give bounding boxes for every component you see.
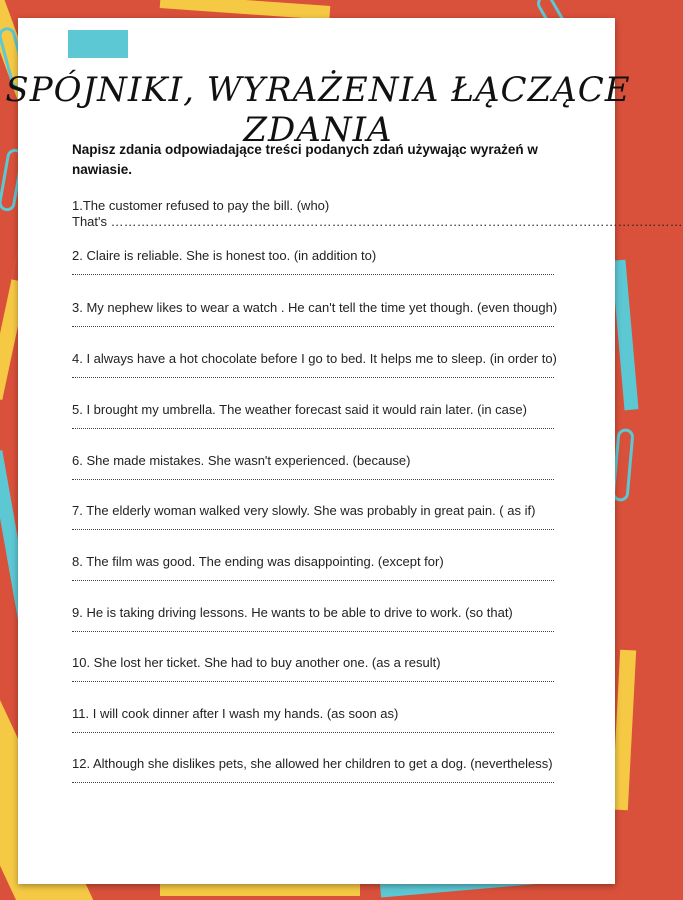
exercise-prompt: 2. Claire is reliable. She is honest too. (in addition to) [72, 248, 377, 263]
binder-clip-icon [68, 30, 128, 58]
answer-line[interactable] [72, 722, 554, 733]
exercise-item-8 [72, 554, 562, 581]
exercise-item-4 [72, 351, 562, 378]
exercise-prompt: 7. The elderly woman walked very slowly. She was probably in great pain. ( as if) [72, 503, 536, 518]
answer-line[interactable] [72, 418, 554, 429]
answer-line[interactable] [72, 316, 554, 327]
answer-line[interactable] [72, 570, 554, 581]
exercise-prompt: 9. He is taking driving lessons. He wants to be able to drive to work. (so that) [72, 605, 513, 620]
page-title: SPÓJNIKI, WYRAŻENIA ŁĄCZĄCE ZDANIA [5, 70, 631, 150]
exercise-item-11 [72, 706, 562, 733]
answer-line[interactable] [72, 264, 554, 275]
exercise-prompt: 12. Although she dislikes pets, she allowed her children to get a dog. (nevertheless) [72, 756, 553, 771]
exercise-prompt: 8. The film was good. The ending was disappointing. (except for) [72, 554, 444, 569]
exercise-prompt: 3. My nephew likes to wear a watch . He can't tell the time yet though. (even though) [72, 300, 558, 315]
exercise-item-12 [72, 756, 562, 783]
exercise-prompt: 5. I brought my umbrella. The weather forecast said it would rain later. (in case) [72, 402, 527, 417]
answer-line[interactable] [72, 367, 554, 378]
exercise-item-3 [72, 300, 562, 327]
instructions: Napisz zdania odpowiadające treści podanych zdań używając wyrażeń w nawiasie. [72, 142, 538, 177]
exercise-prompt: 6. She made mistakes. She wasn't experienced. (because) [72, 453, 411, 468]
answer-line[interactable] [72, 519, 554, 530]
exercise-item-10 [72, 655, 562, 682]
exercise-item-9 [72, 605, 562, 632]
exercise-prompt: 10. She lost her ticket. She had to buy another one. (as a result) [72, 655, 441, 670]
exercise-prompt: 4. I always have a hot chocolate before I go to bed. It helps me to sleep. (in order to) [72, 351, 557, 366]
exercise-item-5 [72, 402, 562, 429]
exercise-item-1 [72, 198, 683, 230]
answer-line[interactable] [72, 772, 554, 783]
answer-line[interactable] [72, 469, 554, 480]
exercise-item-7 [72, 503, 562, 530]
exercise-item-6 [72, 453, 562, 480]
exercise-prompt: 11. I will cook dinner after I wash my hands. (as soon as) [72, 706, 399, 721]
answer-line[interactable] [72, 621, 554, 632]
exercise-item-2 [72, 248, 562, 275]
answer-line[interactable] [72, 671, 554, 682]
exercise-prompt: 1.The customer refused to pay the bill. (who) [72, 198, 330, 213]
answer-line[interactable]: That's …………………………………………………………………………………………………………………… [72, 214, 683, 229]
